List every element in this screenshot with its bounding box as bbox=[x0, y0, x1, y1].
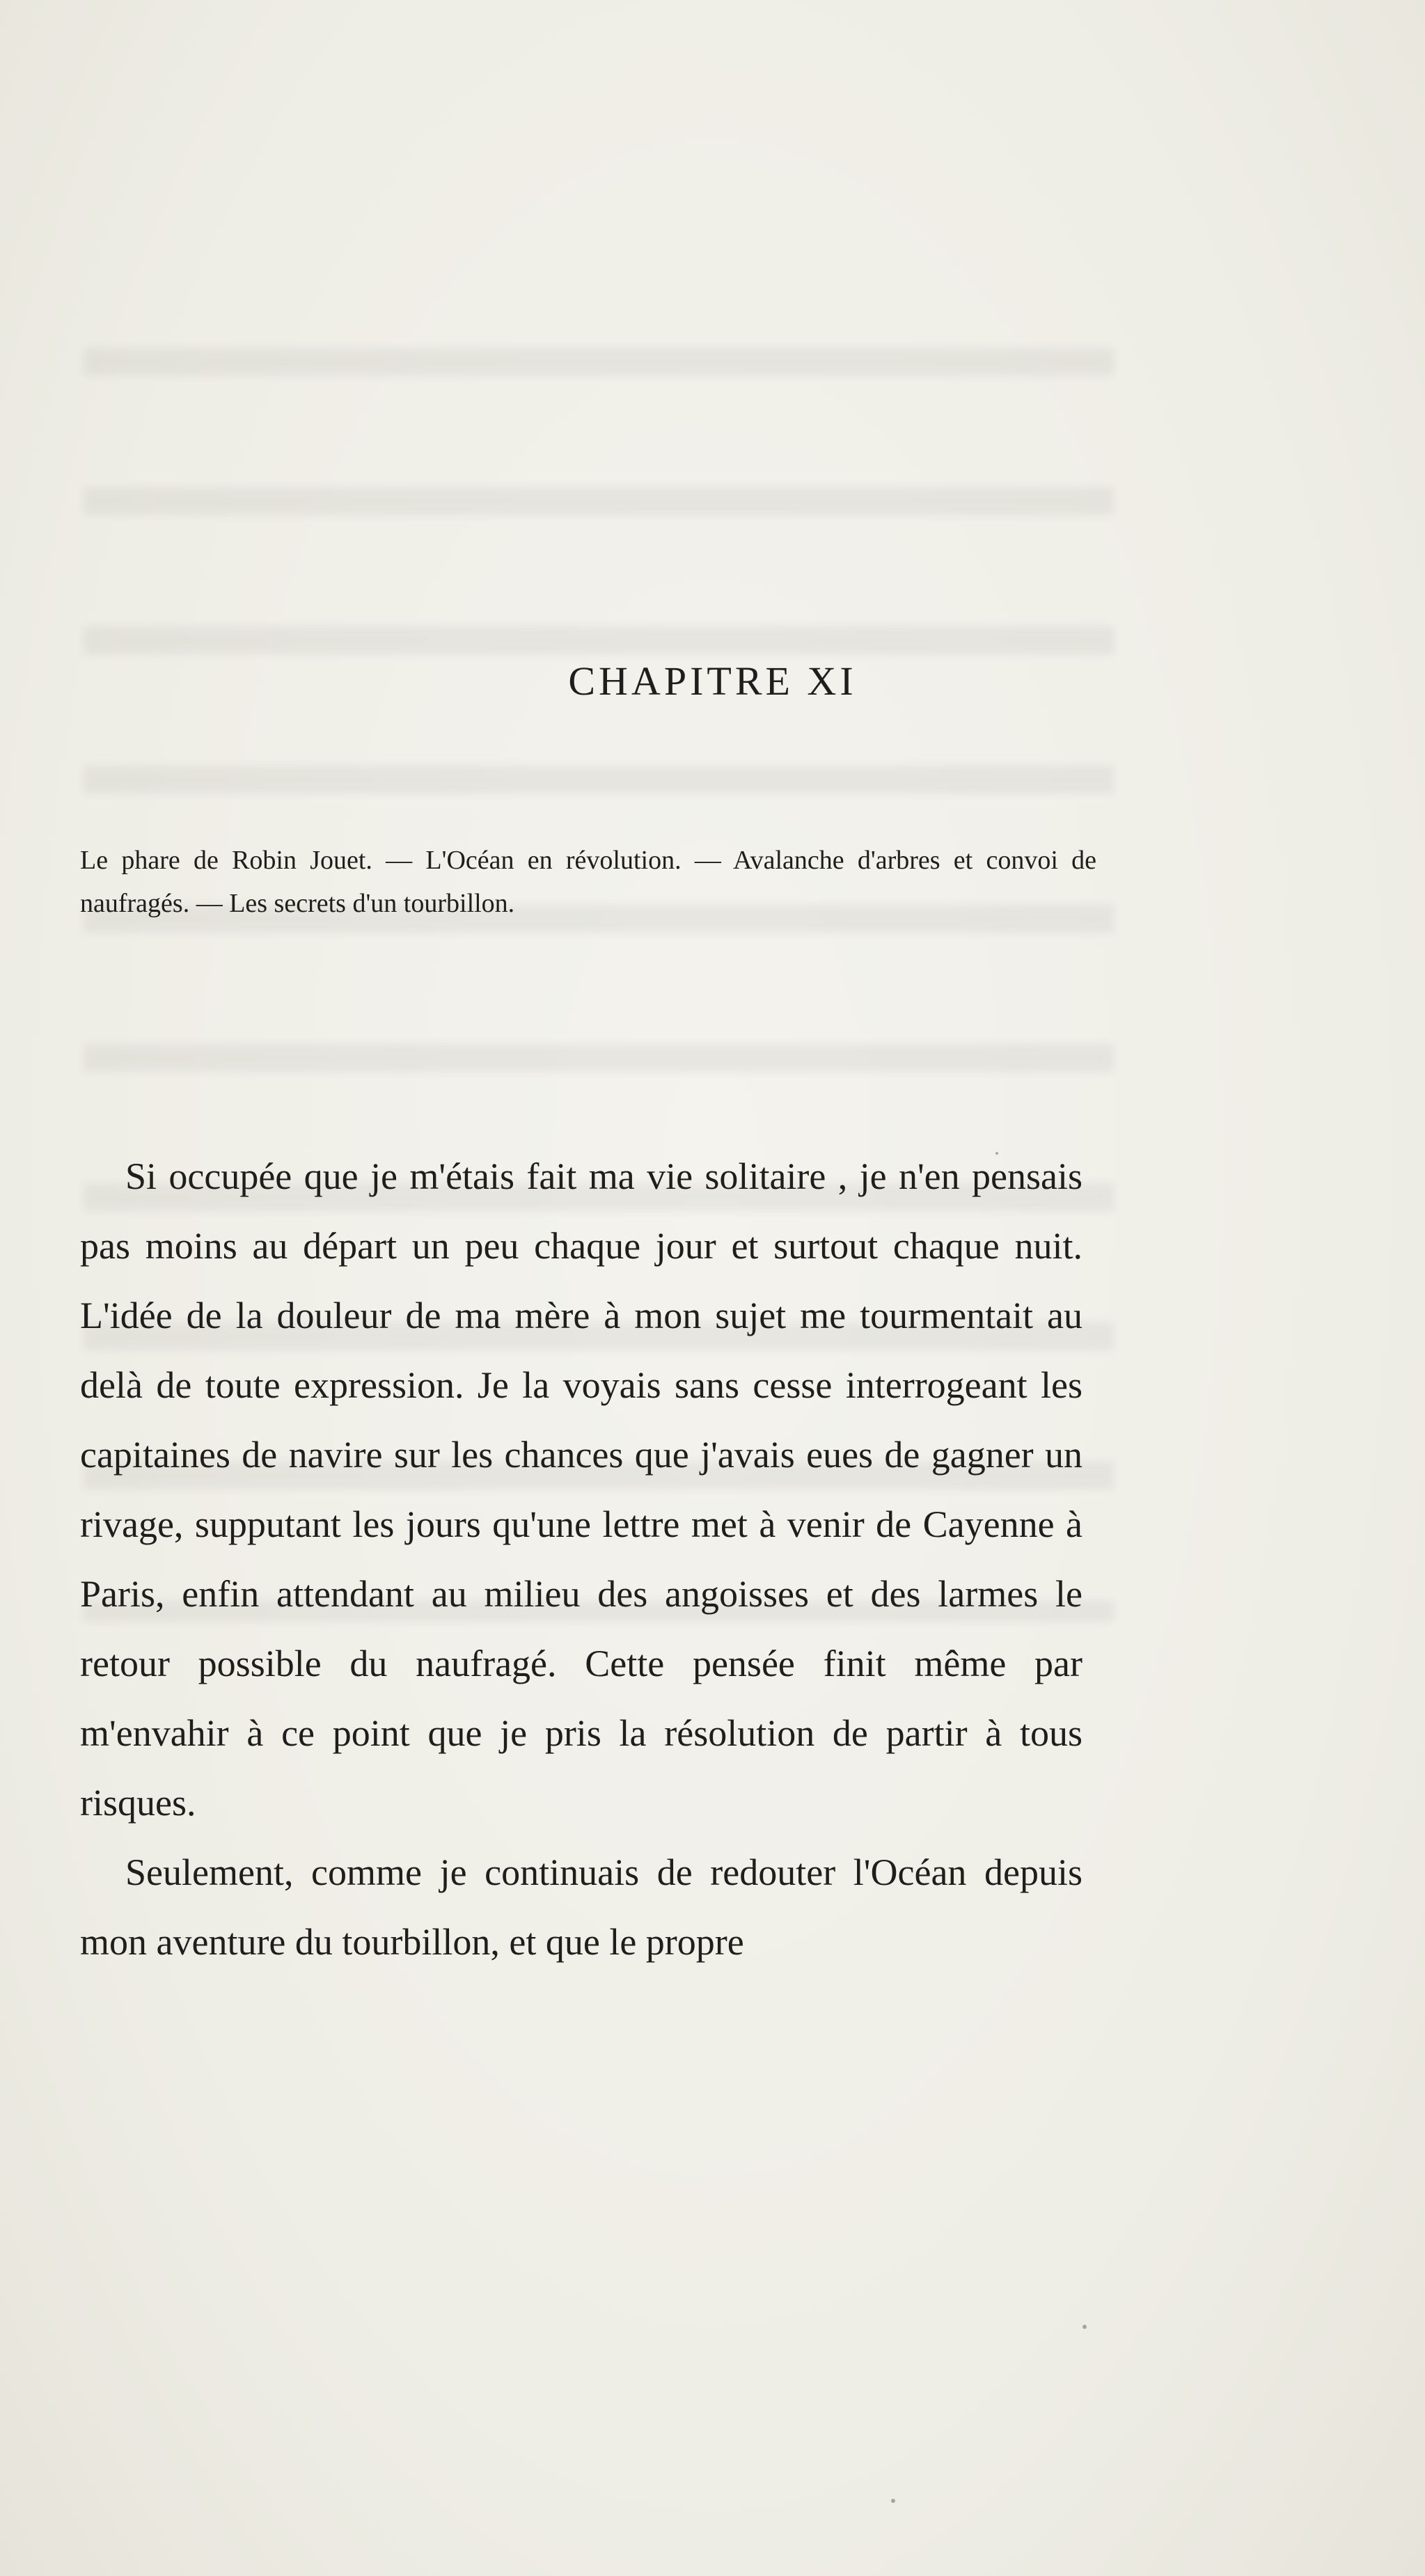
paper-speck bbox=[995, 1152, 998, 1155]
paragraph: Si occupée que je m'étais fait ma vie solitaire , je n'en pensais pas moins au départ un peu chaque jour et surtout chaque nuit. L'idée de la douleur de ma mère à mon sujet me tourmentait au delà de toute expression. Je la voyais sans cesse interrogeant les capitaines de navire sur les chances que j'avais eues de gagner un rivage, supputant les jours qu'une lettre met à venir de Cayenne à Paris, enfin attendant au milieu des angoisses et des larmes le retour possible du naufragé. Cette pensée finit même par m'envahir à ce point que je pris la résolution de partir à tous risques. bbox=[80, 1155, 1082, 1824]
paragraph: Seulement, comme je continuais de redouter l'Océan depuis mon aventure du tourbillon, et que le propre bbox=[80, 1851, 1082, 1963]
paper-speck bbox=[1082, 2325, 1087, 2329]
chapter-summary: Le phare de Robin Jouet. — L'Océan en révolution. — Avalanche d'arbres et convoi de naufragés. — Les secrets d'un tourbillon. bbox=[80, 846, 1096, 918]
chapter-title: CHAPITRE XI bbox=[568, 658, 857, 704]
paper-speck bbox=[891, 2499, 895, 2503]
chapter-body bbox=[80, 1141, 1082, 1977]
